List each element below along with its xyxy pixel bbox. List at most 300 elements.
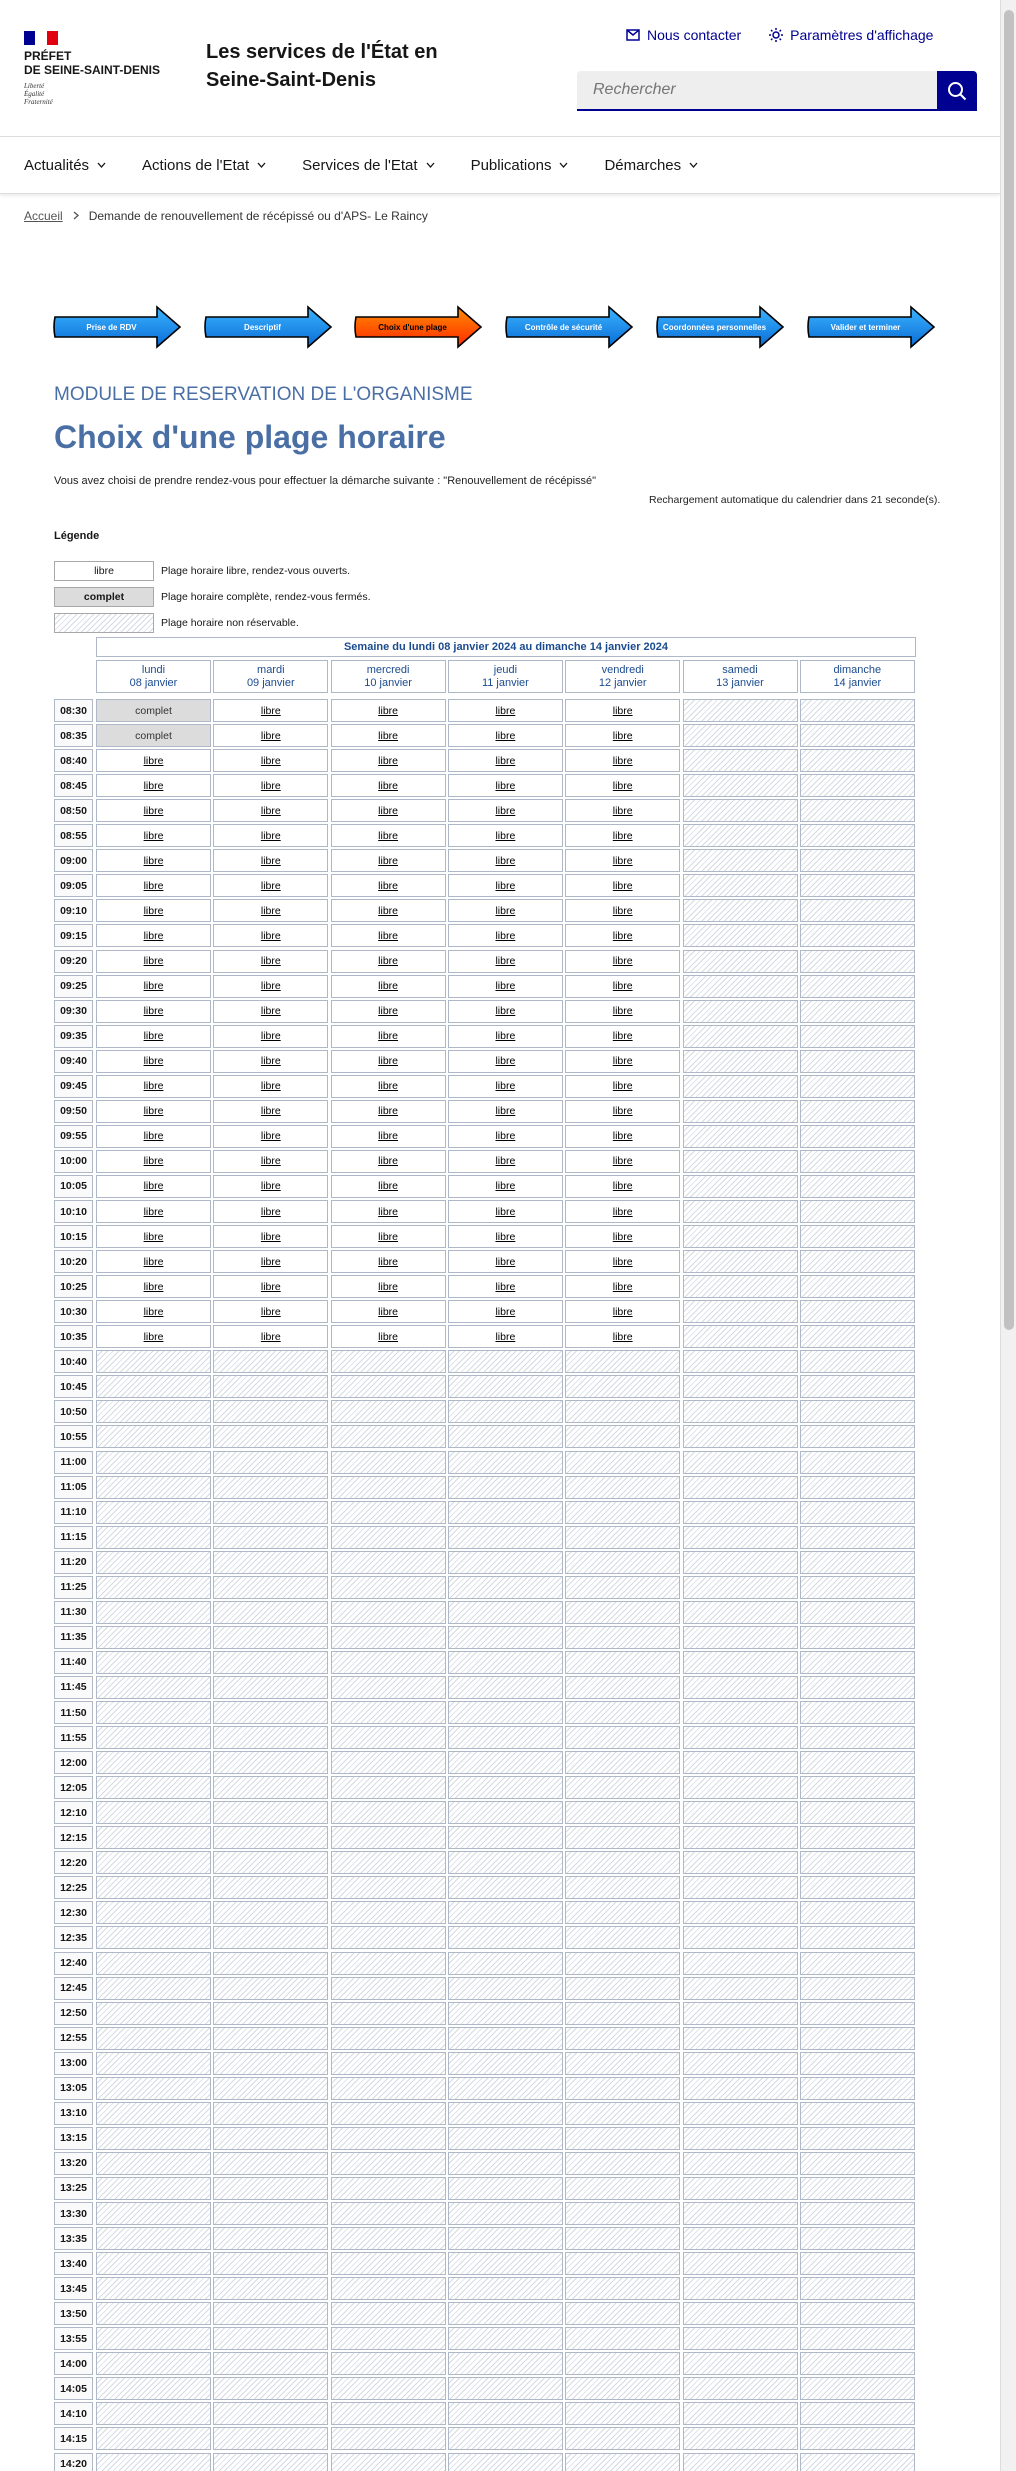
slot-free-link[interactable]: libre [213, 774, 328, 797]
slot-unavailable [331, 1851, 446, 1874]
slot-free-link[interactable]: libre [331, 799, 446, 822]
slot-unavailable [565, 1551, 680, 1574]
slot-free-link[interactable]: libre [565, 899, 680, 922]
slot-free-link[interactable]: libre [448, 1200, 563, 1223]
slot-free-link[interactable]: libre [448, 1125, 563, 1148]
slot-unavailable [565, 1826, 680, 1849]
slot-unavailable [448, 1701, 563, 1724]
slot-free-link[interactable]: libre [96, 1050, 211, 1073]
slot-free-link[interactable]: libre [565, 849, 680, 872]
page-scrollbar[interactable] [1000, 0, 1016, 2471]
slot-unavailable [565, 1476, 680, 1499]
step-label: Contrôle de sécurité [524, 322, 603, 332]
slot-unavailable [565, 2352, 680, 2375]
time-slot-label: 13:45 [54, 2277, 93, 2300]
slot-free-link[interactable]: libre [331, 1075, 446, 1098]
slot-unavailable [213, 1400, 328, 1423]
slot-free-link[interactable]: libre [448, 1025, 563, 1048]
slot-unavailable [331, 1701, 446, 1724]
slot-free-link[interactable]: libre [565, 874, 680, 897]
slot-free-link[interactable]: libre [565, 1200, 680, 1223]
breadcrumb-home[interactable]: Accueil [24, 209, 63, 223]
slot-unavailable [800, 2052, 915, 2075]
slot-free-link[interactable]: libre [213, 899, 328, 922]
slot-unavailable [448, 1826, 563, 1849]
search-button[interactable] [937, 71, 977, 111]
slot-unavailable [448, 2127, 563, 2150]
slot-free-link[interactable]: libre [331, 774, 446, 797]
sun-icon [769, 28, 783, 42]
slot-free-link[interactable]: libre [565, 1125, 680, 1148]
slot-free-link[interactable]: libre [448, 824, 563, 847]
slot-free-link[interactable]: libre [96, 1100, 211, 1123]
slot-unavailable [565, 2252, 680, 2275]
slot-free-link[interactable]: libre [331, 975, 446, 998]
slot-free-link[interactable]: libre [213, 1250, 328, 1273]
slot-unavailable [800, 1350, 915, 1373]
time-slot-label: 09:30 [54, 1000, 93, 1023]
slot-unavailable [213, 1876, 328, 1899]
day-header: mardi 09 janvier [213, 660, 328, 693]
slot-free-link[interactable]: libre [213, 699, 328, 722]
prefet-logo[interactable] [24, 31, 174, 106]
slot-free-link[interactable]: libre [96, 1175, 211, 1198]
slot-unavailable [565, 1901, 680, 1924]
slot-unavailable [800, 2302, 915, 2325]
slot-unavailable [683, 1801, 798, 1824]
slot-unavailable [213, 1726, 328, 1749]
chevron-down-icon [689, 162, 698, 168]
slot-unavailable [331, 1626, 446, 1649]
slot-free-link[interactable]: libre [331, 1000, 446, 1023]
slot-unavailable [448, 1551, 563, 1574]
slot-unavailable [331, 1501, 446, 1524]
slot-free-link[interactable]: libre [96, 1150, 211, 1173]
time-slot-label: 09:25 [54, 975, 93, 998]
slot-unavailable [213, 2352, 328, 2375]
slot-free-link[interactable]: libre [213, 1300, 328, 1323]
slot-unavailable [683, 1476, 798, 1499]
slot-unavailable [448, 1526, 563, 1549]
slot-free-link[interactable]: libre [331, 1325, 446, 1348]
slot-unavailable [213, 1901, 328, 1924]
slot-free-link[interactable]: libre [96, 1025, 211, 1048]
slot-unavailable [331, 1451, 446, 1474]
slot-unavailable [213, 2277, 328, 2300]
nav-item[interactable]: Services de l'Etat [302, 137, 434, 193]
slot-free-link[interactable]: libre [448, 1150, 563, 1173]
slot-free-link[interactable]: libre [448, 749, 563, 772]
slot-free-link[interactable]: libre [565, 950, 680, 973]
nav-item[interactable]: Actions de l'Etat [142, 137, 266, 193]
slot-unavailable [683, 2027, 798, 2050]
slot-free-link[interactable]: libre [565, 1100, 680, 1123]
slot-free-link[interactable]: libre [331, 1100, 446, 1123]
slot-free-link[interactable]: libre [448, 799, 563, 822]
slot-unavailable [565, 2177, 680, 2200]
slot-free-link[interactable]: libre [213, 924, 328, 947]
slot-free-link[interactable]: libre [331, 1300, 446, 1323]
slot-free-link[interactable]: libre [565, 1175, 680, 1198]
slot-free-link[interactable]: libre [565, 1300, 680, 1323]
slot-unavailable [331, 2002, 446, 2025]
french-flag-icon [24, 31, 58, 45]
slot-unavailable [683, 2077, 798, 2100]
slot-free-link[interactable]: libre [213, 1100, 328, 1123]
slot-unavailable [800, 924, 915, 947]
slot-unavailable [96, 2377, 211, 2400]
slot-free-link[interactable]: libre [448, 1225, 563, 1248]
legend-swatch: complet [54, 587, 154, 607]
slot-unavailable [448, 1952, 563, 1975]
slot-free-link[interactable]: libre [96, 1275, 211, 1298]
slot-free-link[interactable]: libre [331, 824, 446, 847]
slot-free-link[interactable]: libre [96, 1075, 211, 1098]
slot-free-link[interactable]: libre [448, 1000, 563, 1023]
slot-free-link[interactable]: libre [96, 749, 211, 772]
reload-countdown: Rechargement automatique du calendrier dans 21 seconde(s). [649, 494, 941, 506]
slot-free-link[interactable]: libre [565, 699, 680, 722]
time-slot-label: 08:55 [54, 824, 93, 847]
slot-unavailable [800, 2277, 915, 2300]
slot-free-link[interactable]: libre [213, 874, 328, 897]
slot-unavailable [331, 1726, 446, 1749]
nav-item[interactable]: Publications [471, 137, 569, 193]
slot-free-link[interactable]: libre [565, 1225, 680, 1248]
slot-unavailable [448, 2427, 563, 2450]
slot-free-link[interactable]: libre [331, 749, 446, 772]
slot-free-link[interactable]: libre [96, 1000, 211, 1023]
time-slot-label: 11:20 [54, 1551, 93, 1574]
slot-free-link[interactable]: libre [448, 724, 563, 747]
slot-unavailable [683, 2002, 798, 2025]
slot-unavailable [213, 1826, 328, 1849]
slot-unavailable [800, 975, 915, 998]
contact-link[interactable]: Nous contacter [626, 27, 741, 43]
slot-unavailable [213, 1451, 328, 1474]
slot-unavailable [96, 1476, 211, 1499]
slot-unavailable [565, 1751, 680, 1774]
slot-free-link[interactable]: libre [96, 1300, 211, 1323]
slot-unavailable [683, 1952, 798, 1975]
slot-unavailable [96, 2127, 211, 2150]
time-slot-label: 11:45 [54, 1676, 93, 1699]
slot-free-link[interactable]: libre [96, 950, 211, 973]
step-2 [204, 305, 334, 349]
slot-free-link[interactable]: libre [565, 1000, 680, 1023]
slot-free-link[interactable]: libre [96, 774, 211, 797]
slot-unavailable [448, 2402, 563, 2425]
site-header [0, 0, 1000, 137]
slot-unavailable [800, 2177, 915, 2200]
slot-free-link[interactable]: libre [448, 1275, 563, 1298]
slot-unavailable [565, 1526, 680, 1549]
slot-free-link[interactable]: libre [448, 1250, 563, 1273]
slot-unavailable [448, 1400, 563, 1423]
slot-free-link[interactable]: libre [448, 950, 563, 973]
slot-unavailable [448, 1726, 563, 1749]
time-slot-label: 11:15 [54, 1526, 93, 1549]
slot-unavailable [213, 1476, 328, 1499]
slot-unavailable [96, 1851, 211, 1874]
slot-free-link[interactable]: libre [331, 1025, 446, 1048]
slot-free-link[interactable]: libre [565, 1150, 680, 1173]
time-slot-label: 12:30 [54, 1901, 93, 1924]
time-slot-label: 09:45 [54, 1075, 93, 1098]
time-slot-label: 10:45 [54, 1375, 93, 1398]
slot-free-link[interactable]: libre [96, 824, 211, 847]
slot-unavailable [331, 1551, 446, 1574]
time-slot-label: 12:25 [54, 1876, 93, 1899]
display-settings-link[interactable]: Paramètres d'affichage [769, 27, 933, 43]
slot-unavailable [448, 2152, 563, 2175]
slot-free-link[interactable]: libre [213, 1075, 328, 1098]
slot-free-link[interactable]: libre [331, 1050, 446, 1073]
slot-unavailable [565, 1375, 680, 1398]
nav-item[interactable]: Actualités [24, 137, 106, 193]
time-slot-label: 10:30 [54, 1300, 93, 1323]
slot-unavailable [565, 2027, 680, 2050]
slot-unavailable [565, 2453, 680, 2471]
step-6 [807, 305, 937, 349]
slot-free-link[interactable]: libre [213, 1000, 328, 1023]
slot-unavailable [683, 1851, 798, 1874]
chevron-down-icon [559, 162, 568, 168]
slot-free-link[interactable]: libre [565, 1050, 680, 1073]
slot-free-link[interactable]: libre [96, 1200, 211, 1223]
slot-unavailable [448, 1901, 563, 1924]
slot-free-link[interactable]: libre [331, 899, 446, 922]
slot-free-link[interactable]: libre [96, 1250, 211, 1273]
slot-free-link[interactable]: libre [448, 1050, 563, 1073]
slot-unavailable [96, 1977, 211, 2000]
slot-unavailable [565, 1651, 680, 1674]
slot-unavailable [331, 2052, 446, 2075]
slot-free-link[interactable]: libre [331, 874, 446, 897]
slot-unavailable [213, 1576, 328, 1599]
slot-unavailable [565, 1701, 680, 1724]
slot-free-link[interactable]: libre [96, 799, 211, 822]
slot-free-link[interactable]: libre [448, 774, 563, 797]
slot-unavailable [683, 2127, 798, 2150]
slot-free-link[interactable]: libre [331, 1275, 446, 1298]
slot-unavailable [800, 2077, 915, 2100]
slot-unavailable [213, 2327, 328, 2350]
slot-free-link[interactable]: libre [565, 774, 680, 797]
slot-free-link[interactable]: libre [565, 1075, 680, 1098]
slot-free-link[interactable]: libre [448, 975, 563, 998]
slot-free-link[interactable]: libre [331, 1225, 446, 1248]
slot-unavailable [213, 1926, 328, 1949]
slot-free-link[interactable]: libre [96, 924, 211, 947]
time-slot-label: 12:45 [54, 1977, 93, 2000]
slot-free-link[interactable]: libre [331, 849, 446, 872]
day-header: vendredi 12 janvier [565, 660, 680, 693]
slot-unavailable [96, 1526, 211, 1549]
slot-unavailable [331, 1801, 446, 1824]
slot-unavailable [800, 1701, 915, 1724]
day-header: lundi 08 janvier [96, 660, 211, 693]
slot-free-link[interactable]: libre [213, 749, 328, 772]
slot-free-link[interactable]: libre [331, 699, 446, 722]
slot-unavailable [683, 1551, 798, 1574]
slot-free-link[interactable]: libre [565, 1250, 680, 1273]
slot-unavailable [331, 2152, 446, 2175]
time-slot-label: 10:55 [54, 1425, 93, 1448]
time-slot-label: 13:35 [54, 2227, 93, 2250]
slot-unavailable [683, 1601, 798, 1624]
slot-free-link[interactable]: libre [331, 724, 446, 747]
slot-unavailable [683, 2152, 798, 2175]
slot-unavailable [800, 1400, 915, 1423]
slot-unavailable [800, 824, 915, 847]
slot-free-link[interactable]: libre [448, 1100, 563, 1123]
slot-unavailable [565, 1776, 680, 1799]
slot-free-link[interactable]: libre [213, 975, 328, 998]
slot-unavailable [448, 1350, 563, 1373]
slot-free-link[interactable]: libre [331, 1250, 446, 1273]
slot-unavailable [800, 1075, 915, 1098]
slot-free-link[interactable]: libre [213, 950, 328, 973]
slot-unavailable [96, 1400, 211, 1423]
slot-unavailable [213, 1851, 328, 1874]
slot-free-link[interactable]: libre [213, 1050, 328, 1073]
slot-free-link[interactable]: libre [213, 1025, 328, 1048]
slot-free-link[interactable]: libre [96, 1225, 211, 1248]
republic-motto: Liberté Égalité Fraternité [24, 82, 53, 106]
time-slot-label: 12:50 [54, 2002, 93, 2025]
slot-unavailable [683, 2327, 798, 2350]
slot-unavailable [448, 1651, 563, 1674]
slot-free-link[interactable]: libre [213, 849, 328, 872]
slot-free-link[interactable]: libre [565, 1325, 680, 1348]
slot-free-link[interactable]: libre [213, 799, 328, 822]
search-input[interactable] [577, 71, 937, 111]
slot-free-link[interactable]: libre [331, 1125, 446, 1148]
slot-unavailable [213, 2027, 328, 2050]
slot-free-link[interactable]: libre [96, 975, 211, 998]
slot-free-link[interactable]: libre [565, 1025, 680, 1048]
slot-unavailable [331, 2127, 446, 2150]
time-slot-label: 13:00 [54, 2052, 93, 2075]
slot-unavailable [96, 1676, 211, 1699]
slot-free-link[interactable]: libre [96, 874, 211, 897]
slot-free-link[interactable]: libre [565, 1275, 680, 1298]
slot-free-link[interactable]: libre [448, 1175, 563, 1198]
slot-unavailable [96, 2302, 211, 2325]
slot-free-link[interactable]: libre [331, 950, 446, 973]
slot-free-link[interactable]: libre [565, 975, 680, 998]
procedure-description: Vous avez choisi de prendre rendez-vous pour effectuer la démarche suivante : "Renouvellement de récépissé" [54, 475, 597, 487]
slot-unavailable [683, 1676, 798, 1699]
slot-unavailable [800, 1250, 915, 1273]
slot-unavailable [800, 1676, 915, 1699]
slot-unavailable [448, 2252, 563, 2275]
slot-free-link[interactable]: libre [331, 1200, 446, 1223]
slot-unavailable [448, 2227, 563, 2250]
slot-free-link[interactable]: libre [213, 1150, 328, 1173]
slot-free-link[interactable]: libre [213, 1125, 328, 1148]
slot-unavailable [800, 2102, 915, 2125]
slot-unavailable [683, 2277, 798, 2300]
slot-free-link[interactable]: libre [565, 749, 680, 772]
time-slot-label: 13:15 [54, 2127, 93, 2150]
slot-unavailable [96, 1776, 211, 1799]
slot-unavailable [213, 2377, 328, 2400]
slot-unavailable [683, 1576, 798, 1599]
slot-unavailable [565, 1876, 680, 1899]
slot-unavailable [96, 1751, 211, 1774]
time-slot-label: 10:05 [54, 1175, 93, 1198]
slot-free-link[interactable]: libre [213, 1175, 328, 1198]
slot-unavailable [96, 1425, 211, 1448]
slot-unavailable [331, 2327, 446, 2350]
slot-free-link[interactable]: libre [331, 1150, 446, 1173]
slot-free-link[interactable]: libre [213, 824, 328, 847]
slot-free-link[interactable]: libre [448, 849, 563, 872]
nav-item[interactable]: Démarches [604, 137, 698, 193]
slot-free-link[interactable]: libre [331, 1175, 446, 1198]
slot-free-link[interactable]: libre [213, 1225, 328, 1248]
slot-free-link[interactable]: libre [213, 1275, 328, 1298]
slot-free-link[interactable]: libre [96, 1325, 211, 1348]
slot-unavailable [565, 2427, 680, 2450]
slot-free-link[interactable]: libre [448, 924, 563, 947]
slot-unavailable [565, 2302, 680, 2325]
slot-unavailable [96, 1876, 211, 1899]
slot-unavailable [213, 1501, 328, 1524]
service-title[interactable]: Les services de l'État en Seine-Saint-Denis [206, 41, 438, 91]
slot-free-link[interactable]: libre [96, 899, 211, 922]
slot-unavailable [331, 1425, 446, 1448]
slot-free-link[interactable]: libre [565, 724, 680, 747]
slot-free-link[interactable]: libre [565, 824, 680, 847]
slot-free-link[interactable]: libre [213, 724, 328, 747]
slot-free-link[interactable]: libre [448, 699, 563, 722]
legend-text: Plage horaire complète, rendez-vous fermés. [161, 591, 371, 603]
slot-unavailable [448, 2302, 563, 2325]
slot-unavailable [683, 2453, 798, 2471]
slot-unavailable [800, 1125, 915, 1148]
time-slot-label: 10:10 [54, 1200, 93, 1223]
slot-free-link[interactable]: libre [448, 1300, 563, 1323]
slot-free-link[interactable]: libre [565, 924, 680, 947]
time-slot-label: 10:00 [54, 1150, 93, 1173]
slot-free-link[interactable]: libre [448, 1075, 563, 1098]
slot-free-link[interactable]: libre [96, 1125, 211, 1148]
slot-free-link[interactable]: libre [448, 1325, 563, 1348]
slot-unavailable [800, 1926, 915, 1949]
slot-free-link[interactable]: libre [565, 799, 680, 822]
slot-unavailable [96, 2227, 211, 2250]
slot-free-link[interactable]: libre [448, 874, 563, 897]
time-slot-label: 08:35 [54, 724, 93, 747]
scrollbar-thumb[interactable] [1004, 10, 1014, 1330]
slot-free-link[interactable]: libre [213, 1200, 328, 1223]
slot-unavailable [683, 749, 798, 772]
slot-unavailable [96, 1952, 211, 1975]
slot-free-link[interactable]: libre [331, 924, 446, 947]
slot-free-link[interactable]: libre [96, 849, 211, 872]
slot-unavailable [96, 2352, 211, 2375]
slot-unavailable [96, 1451, 211, 1474]
slot-free-link[interactable]: libre [213, 1325, 328, 1348]
time-slot-label: 12:10 [54, 1801, 93, 1824]
slot-free-link[interactable]: libre [448, 899, 563, 922]
time-slot-label: 10:20 [54, 1250, 93, 1273]
slot-unavailable [683, 1400, 798, 1423]
slot-unavailable [800, 1425, 915, 1448]
